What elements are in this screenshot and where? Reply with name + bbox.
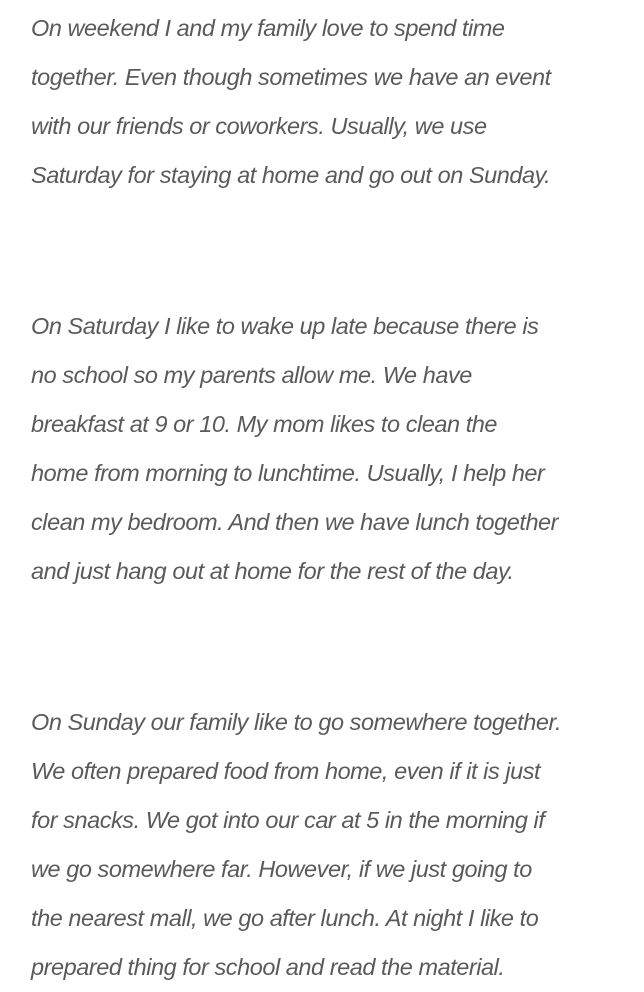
paragraph-saturday: On Saturday I like to wake up late because there is no school so my parents allow me. We have breakfast at 9 or 10. My mom likes to clean the home from morning to lunchtime. Usually, I help her clean my bedroom. And then we have lunch together and just hang out at home for the rest of the day. — [31, 313, 559, 584]
paragraph-sunday: On Sunday our family like to go somewhere together. We often prepared food from home, even if it is just for snacks. We got into our car at 5 in the morning if we go somewhere far. However, if we just going to the nearest mall, we go after lunch. At night I like to prepared thing for school and read the material. — [31, 709, 562, 980]
paragraph-weekend: On weekend I and my family love to spend time together. Even though sometimes we have an event with our friends or coworkers. Usually, we use Saturday for staying at home and go out on Sunday. — [31, 15, 551, 188]
article-body — [31, 0, 637, 992]
